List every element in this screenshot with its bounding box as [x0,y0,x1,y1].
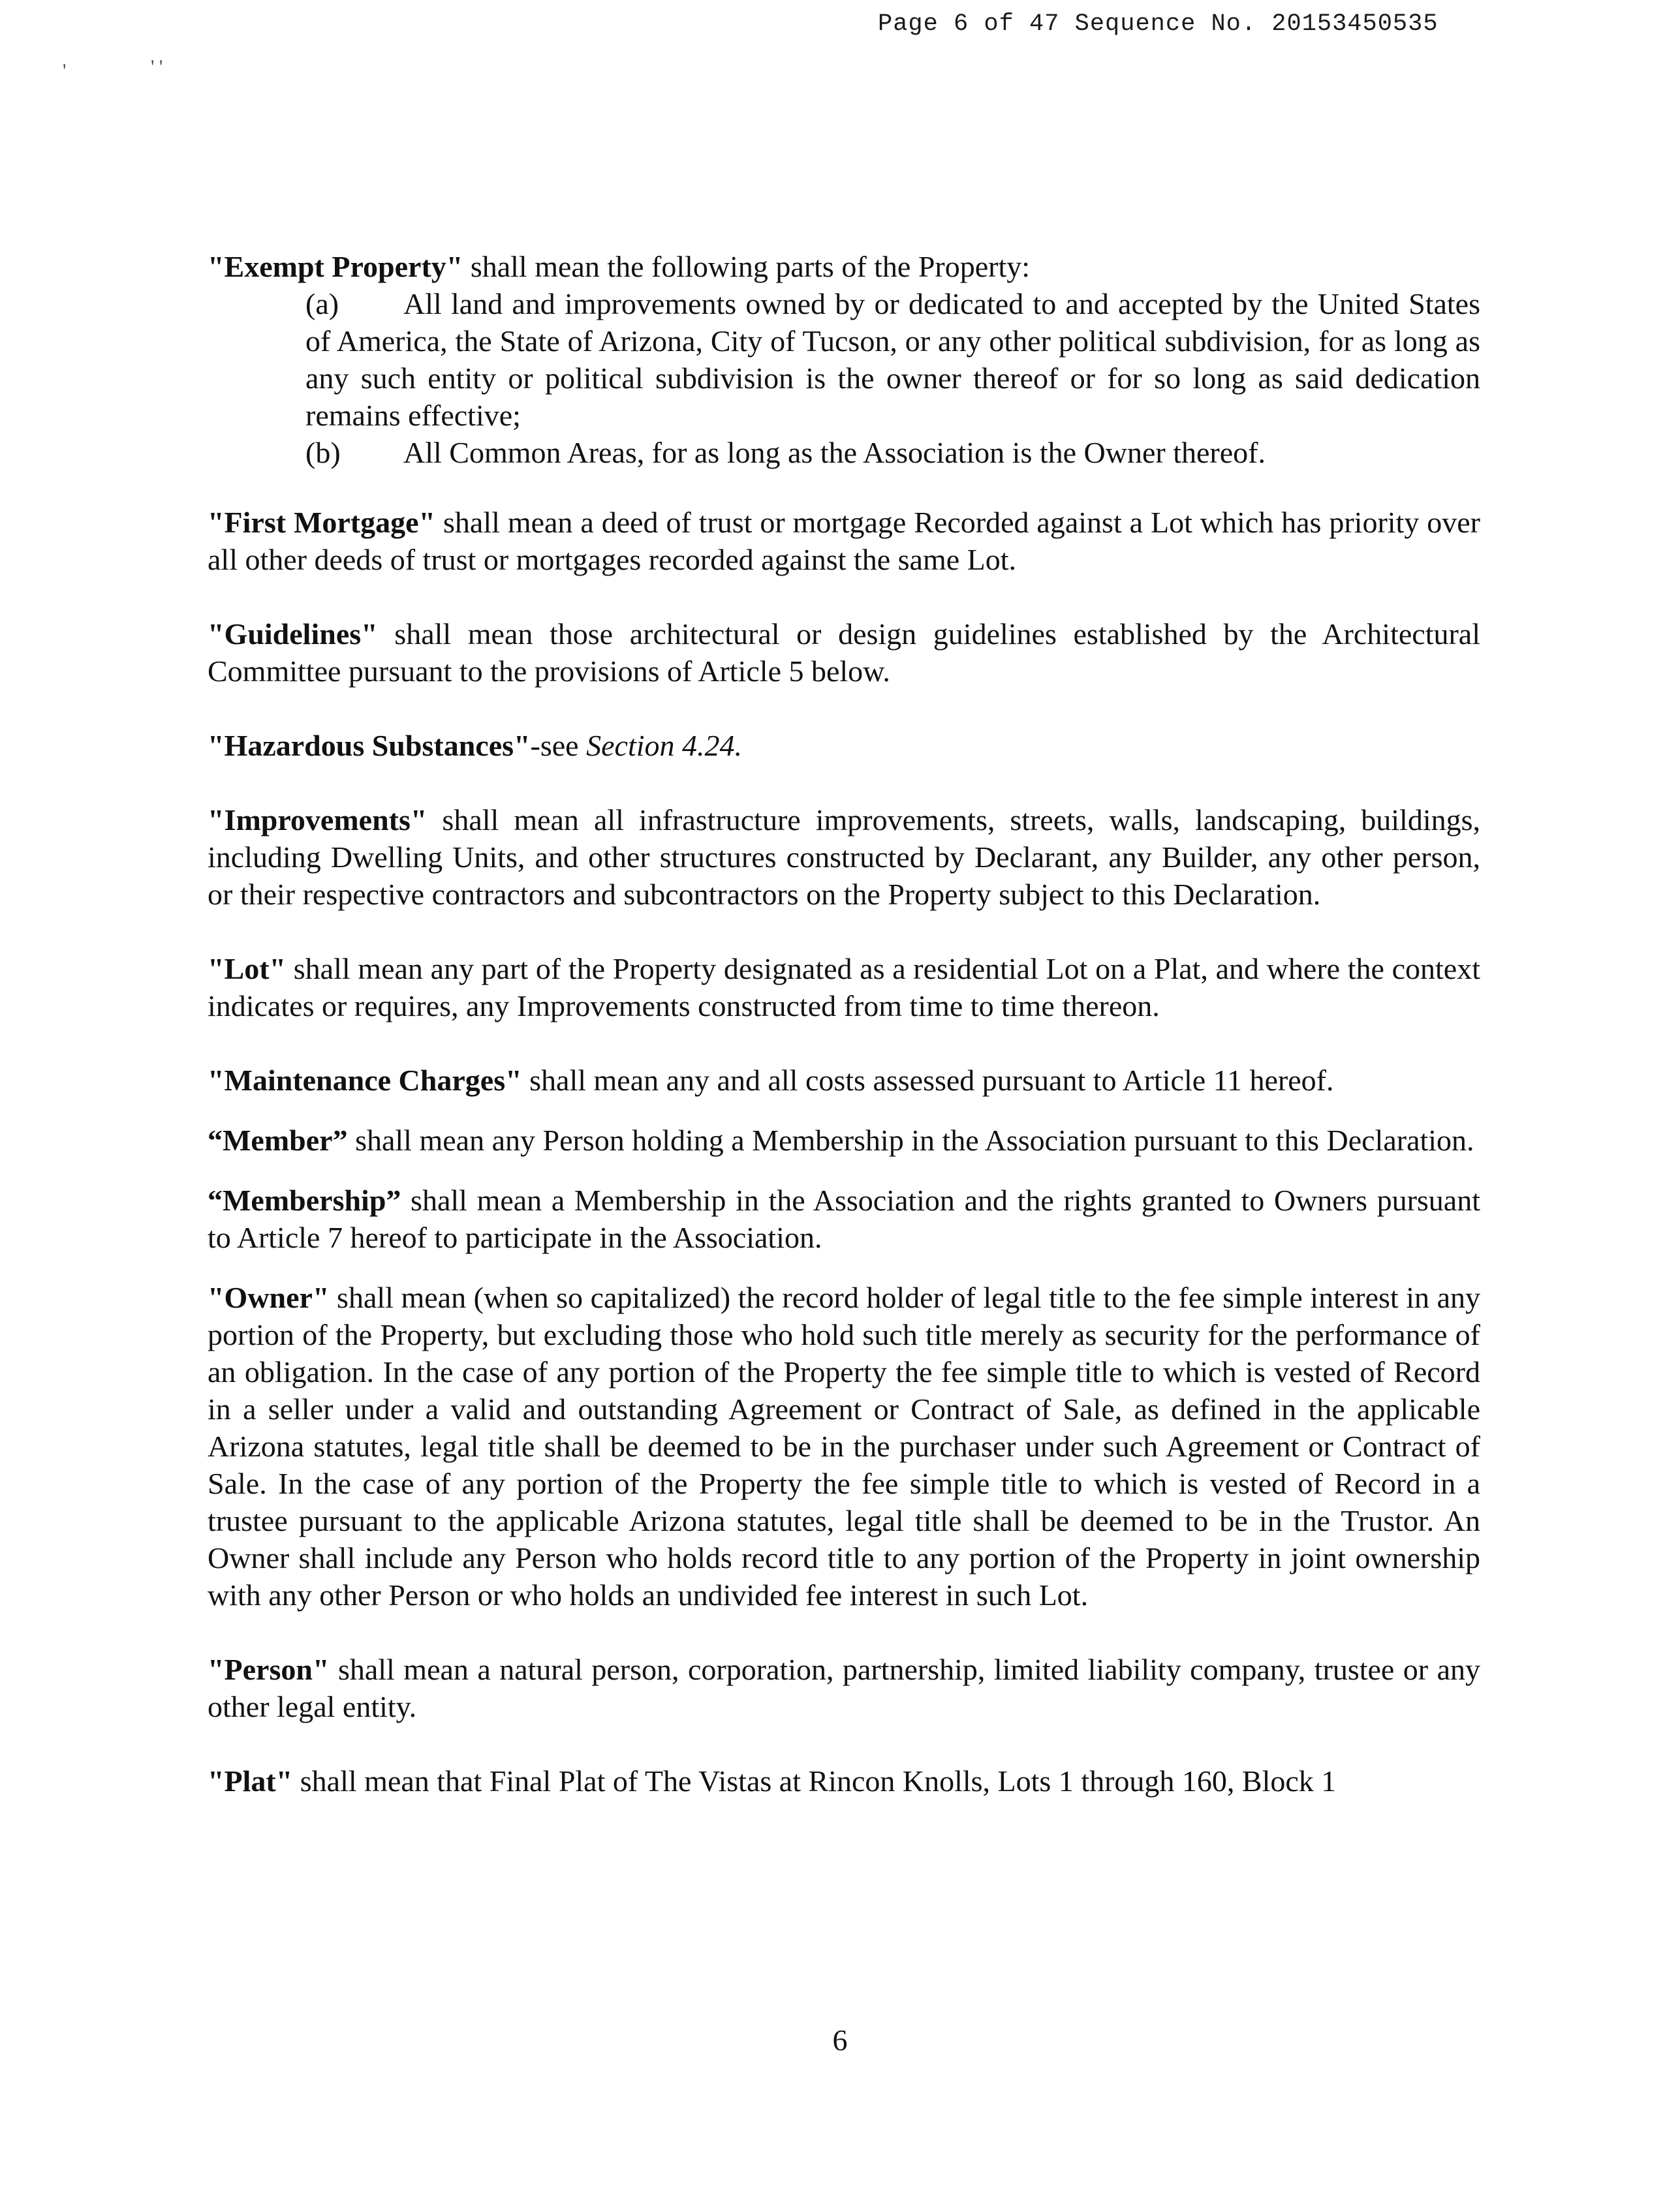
definition-membership [208,1182,1480,1256]
list-item-label: (b) [305,436,341,469]
definition-lot [208,950,1480,1024]
definition-text: shall mean the following parts of the Property: [463,250,1031,283]
definition-first-mortgage [208,504,1480,578]
definition-text: shall mean all infrastructure improvements, streets, walls, landscaping, buildings, including Dwelling Units, and other structures constructed by Declarant, any Builder, any other person, or their respective contractors and subcontractors on the Property subject to this Declaration. [208,803,1480,911]
definition-plat [208,1762,1480,1800]
definition-text: shall mean any and all costs assessed pursuant to Article 11 hereof. [521,1064,1334,1097]
list-item-text: All land and improvements owned by or dedicated to and accepted by the United States of America, the State of Arizona, City of Tucson, or any other political subdivision, for as long as any such entity or political subdivision is the owner thereof or for so long as said dedication remains effective; [305,287,1480,432]
definition-maintenance-charges [208,1062,1480,1099]
scan-mark: ' [63,60,67,82]
definition-text: shall mean any Person holding a Membership in the Association pursuant to this Declaration. [347,1124,1474,1157]
defined-term: "Lot" [208,952,287,985]
defined-term: "First Mortgage" [208,506,436,539]
definition-guidelines [208,615,1480,690]
defined-term: "Guidelines" [208,617,378,651]
defined-term: "Owner" [208,1281,330,1314]
list-item [208,285,1480,434]
list-item-label: (a) [305,287,339,320]
definition-text: shall mean any part of the Property designated as a residential Lot on a Plat, and where the context indicates or requires, any Improvements constructed from time to time thereon. [208,952,1480,1022]
defined-term: “Membership” [208,1184,401,1217]
scan-mark: ' ' [151,56,163,78]
definition-text: -see [530,729,587,762]
definition-person [208,1651,1480,1725]
document-body [208,248,1480,1837]
section-reference: Section 4.24. [586,729,743,762]
definition-owner [208,1279,1480,1614]
definition-text: shall mean a Membership in the Association and the rights granted to Owners pursuant to Article 7 hereof to participate in the Association. [208,1184,1480,1254]
definition-hazardous-substances [208,727,1480,764]
defined-term: "Exempt Property" [208,250,463,283]
definition-member [208,1122,1480,1159]
defined-term: "Hazardous Substances" [208,729,531,762]
definition-exempt-property [208,248,1480,471]
defined-term: "Improvements" [208,803,428,837]
list-item-text: All Common Areas, for as long as the Association is the Owner thereof. [403,436,1266,469]
defined-term: “Member” [208,1124,348,1157]
definition-text: shall mean a natural person, corporation, partnership, limited liability company, trustee or any other legal entity. [208,1653,1480,1723]
definition-text: shall mean those architectural or design guidelines established by the Architectural Committee pursuant to the provisions of Article 5 below. [208,617,1480,688]
definition-text: shall mean (when so capitalized) the record holder of legal title to the fee simple interest in any portion of the Property, but excluding those who hold such title merely as security for the performance of an obligation. In the case of any portion of the Property the fee simple title to which is vested of Record in a seller under a valid and outstanding Agreement or Contract of Sale, as defined in the applicable Arizona statutes, legal title shall be deemed to be in the purchaser under such Agreement or Contract of Sale. In the case of any portion of the Property the fee simple title to which is vested of Record in a trustee pursuant to the applicable Arizona statutes, legal title shall be deemed to be in the Trustor. An Owner shall include any Person who holds record title to any portion of the Property in joint ownership with any other Person or who holds an undivided fee interest in such Lot. [208,1281,1480,1612]
page-number: 6 [832,2023,848,2057]
list-item [208,434,1480,471]
defined-term: "Plat" [208,1764,293,1798]
definition-improvements [208,801,1480,913]
defined-term: "Person" [208,1653,330,1686]
definition-text: shall mean a deed of trust or mortgage Recorded against a Lot which has priority over all other deeds of trust or mortgages recorded against the same Lot. [208,506,1480,576]
definition-text: shall mean that Final Plat of The Vistas at Rincon Knolls, Lots 1 through 160, Block 1 [292,1764,1337,1798]
definition-heading [208,248,1480,285]
defined-term: "Maintenance Charges" [208,1064,522,1097]
page-sequence-stamp: Page 6 of 47 Sequence No. 20153450535 [878,10,1439,38]
